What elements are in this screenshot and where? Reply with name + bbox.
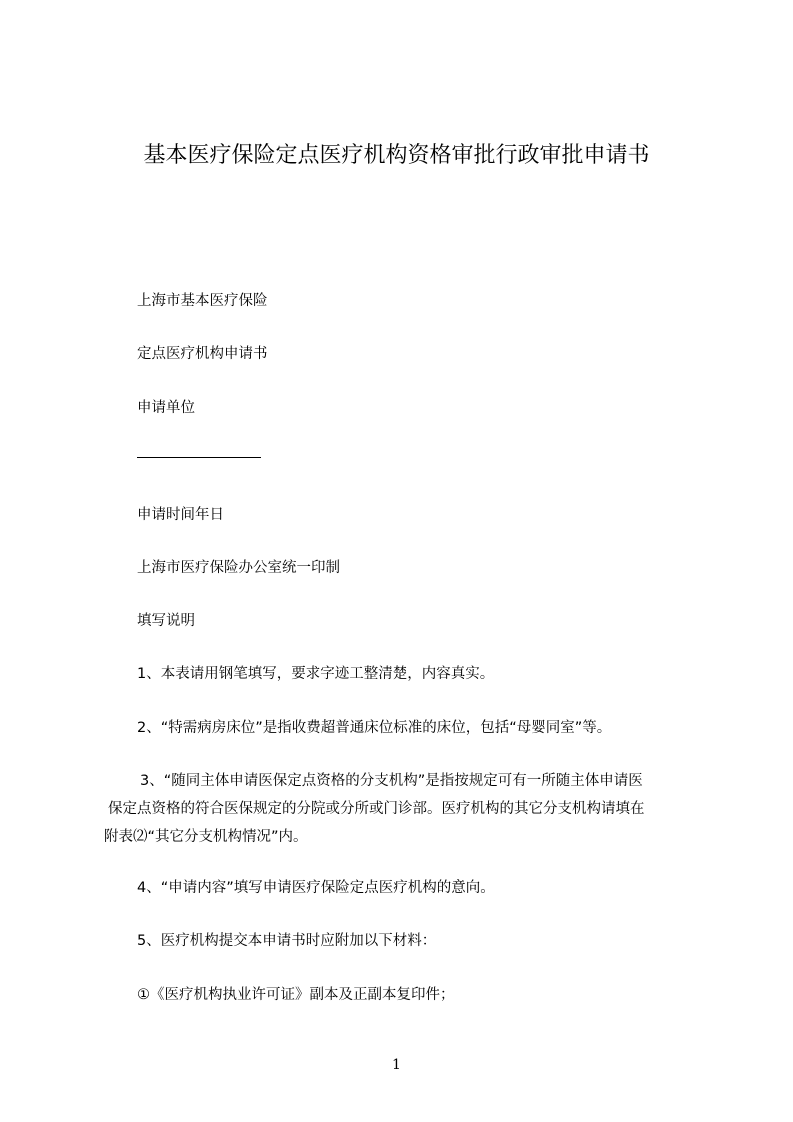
cover-line-2: 定点医疗机构申请书 bbox=[137, 346, 268, 362]
instruction-item-3-line-1: 3、“随同主体申请医保定点资格的分支机构”是指按规定可有一所随主体申请医 bbox=[140, 773, 643, 789]
applicant-blank-line bbox=[137, 457, 261, 458]
printer-line: 上海市医疗保险办公室统一印制 bbox=[137, 560, 340, 576]
instruction-item-4: 4、“申请内容”填写申请医疗保险定点医疗机构的意向。 bbox=[137, 880, 495, 896]
instruction-item-3-line-2: 保定点资格的符合医保规定的分院或分所或门诊部。医疗机构的其它分支机构请填在 bbox=[108, 801, 645, 817]
cover-line-1: 上海市基本医疗保险 bbox=[137, 293, 268, 309]
page-number: 1 bbox=[392, 1057, 401, 1073]
instructions-heading: 填写说明 bbox=[137, 613, 195, 629]
instruction-item-2: 2、“特需病房床位”是指收费超普通床位标准的床位，包括“母婴同室”等。 bbox=[137, 720, 612, 736]
instruction-item-5: 5、医疗机构提交本申请书时应附加以下材料： bbox=[137, 933, 437, 949]
instruction-item-1: 1、本表请用钢笔填写，要求字迹工整清楚，内容真实。 bbox=[137, 666, 495, 682]
applicant-label: 申请单位 bbox=[137, 400, 195, 416]
date-label: 申请时间年日 bbox=[137, 507, 224, 523]
document-title: 基本医疗保险定点医疗机构资格审批行政审批申请书 bbox=[143, 143, 650, 168]
instruction-item-3-line-3: 附表⑵“其它分支机构情况”内。 bbox=[104, 829, 308, 845]
instruction-item-3 bbox=[104, 767, 704, 851]
instruction-item-5-sub-1: ①《医疗机构执业许可证》副本及正副本复印件； bbox=[137, 987, 455, 1003]
